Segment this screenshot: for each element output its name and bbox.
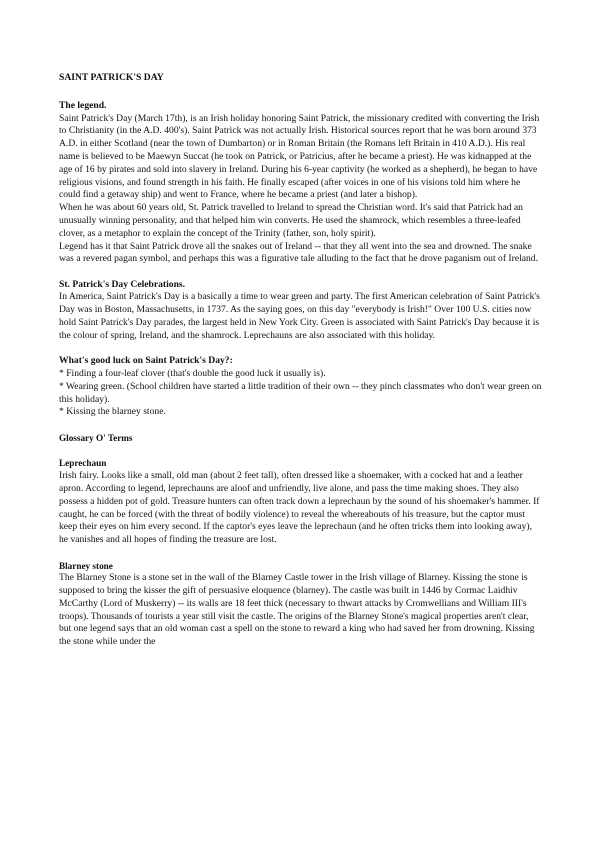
celebrations-section (59, 279, 543, 343)
legend-paragraph-3: Legend has it that Saint Patrick drove all the snakes out of Ireland -- that they all went into the sea and drowned. The snake was a revered pagan symbol, and perhaps this was a figurative tale alluding to the fact that he drove paganism out of Ireland. (59, 240, 538, 265)
good-luck-section (59, 355, 543, 419)
list-item: * Finding a four-leaf clover (that's double the good luck it usually is). (59, 367, 326, 379)
good-luck-list (59, 368, 543, 419)
legend-paragraph-1: Saint Patrick's Day (March 17th), is an Irish holiday honoring Saint Patrick, the missionary credited with converting the Irish to Christianity (in the A.D. 400's). Saint Patrick was not actually Irish. Historical sources report that he was born around 373 A.D. in either Scotland (near the town of Dumbarton) or in Roman Britain (the Romans left Britain in 410 A.D.). His real name is believed to be Maewyn Succat (he took on Patrick, or Patricius, after he became a priest). He was kidnapped at the age of 16 by pirates and sold into slavery in Ireland. During his 6-year captivity (he worked as a shepherd), he began to have religious visions, and found strength in his faith. He finally escaped (after voices in one of his visions told him where he could find a getaway ship) and went to France, where he became a priest (and later a bishop). (59, 112, 540, 201)
list-item: * Wearing green. (School children have started a little tradition of their own -- they pinch classmates who don't wear green on this holiday). (59, 380, 542, 405)
glossary-heading: Glossary O' Terms (59, 432, 133, 443)
blarney-paragraph: The Blarney Stone is a stone set in the wall of the Blarney Castle tower in the Irish village of Blarney. Kissing the stone is supposed to bring the kisser the gift of persuasive eloquence (blarney). The castle was built in 1446 by Cormac Laidhiv McCarthy (Lord of Muskerry) -- its walls are 18 feet thick (necessary to thwart attacks by Cromwellians and William III's troops). Thousands of tourists a year still visit the castle. The origins of the Blarney Stone's magical properties aren't clear, but one legend says that an old woman cast a spell on the stone to reward a king who had saved her from drowning. Kissing the stone while under the (59, 572, 535, 648)
document-body (59, 72, 543, 662)
list-item: * Kissing the blarney stone. (59, 406, 166, 418)
document-title: SAINT PATRICK'S DAY (59, 72, 164, 83)
leprechaun-section (59, 457, 543, 547)
good-luck-heading: What's good luck on Saint Patrick's Day?: (59, 355, 233, 367)
celebrations-paragraph: In America, Saint Patrick's Day is a basically a time to wear green and party. The first American celebration of Saint Patrick's Day was in Boston, Massachusetts, in 1737. As the saying goes, on this day "everybody is Irish!" Over 100 U.S. cities now hold Saint Patrick's Day parades, the largest held in New York City. Green is associated with Saint Patrick's Day because it is the colour of spring, Ireland, and the shamrock. Leprechauns are also associated with this holiday. (59, 291, 540, 341)
legend-paragraph-2: When he was about 60 years old, St. Patrick travelled to Ireland to spread the Christian word. It's said that Patrick had an unusually winning personality, and that helped him win converts. He used the shamrock, which resembles a three-leafed clover, as a metaphor to explain the concept of the Trinity (father, son, holy spirit). (59, 202, 523, 239)
blarney-heading: Blarney stone (59, 560, 113, 571)
legend-section (59, 100, 543, 266)
blarney-section (59, 560, 543, 650)
leprechaun-heading: Leprechaun (59, 458, 107, 469)
legend-heading: The legend. (59, 99, 107, 111)
celebrations-heading: St. Patrick's Day Celebrations. (59, 278, 186, 290)
leprechaun-paragraph: Irish fairy. Looks like a small, old man (about 2 feet tall), often dressed like a shoemaker, with a cocked hat and a leather apron. According to legend, leprechauns are aloof and unfriendly, live alone, and pass the time making shoes. They also possess a hidden pot of gold. Treasure hunters can often track down a leprechaun by the sound of his shoemaker's hammer. If caught, he can be forced (with the threat of bodily violence) to reveal the whereabouts of his treasure, but the captor must keep their eyes on him every second. If the captor's eyes leave the leprechaun (and he often tricks them into looking away), he vanishes and all hopes of finding the treasure are lost. (59, 470, 540, 546)
